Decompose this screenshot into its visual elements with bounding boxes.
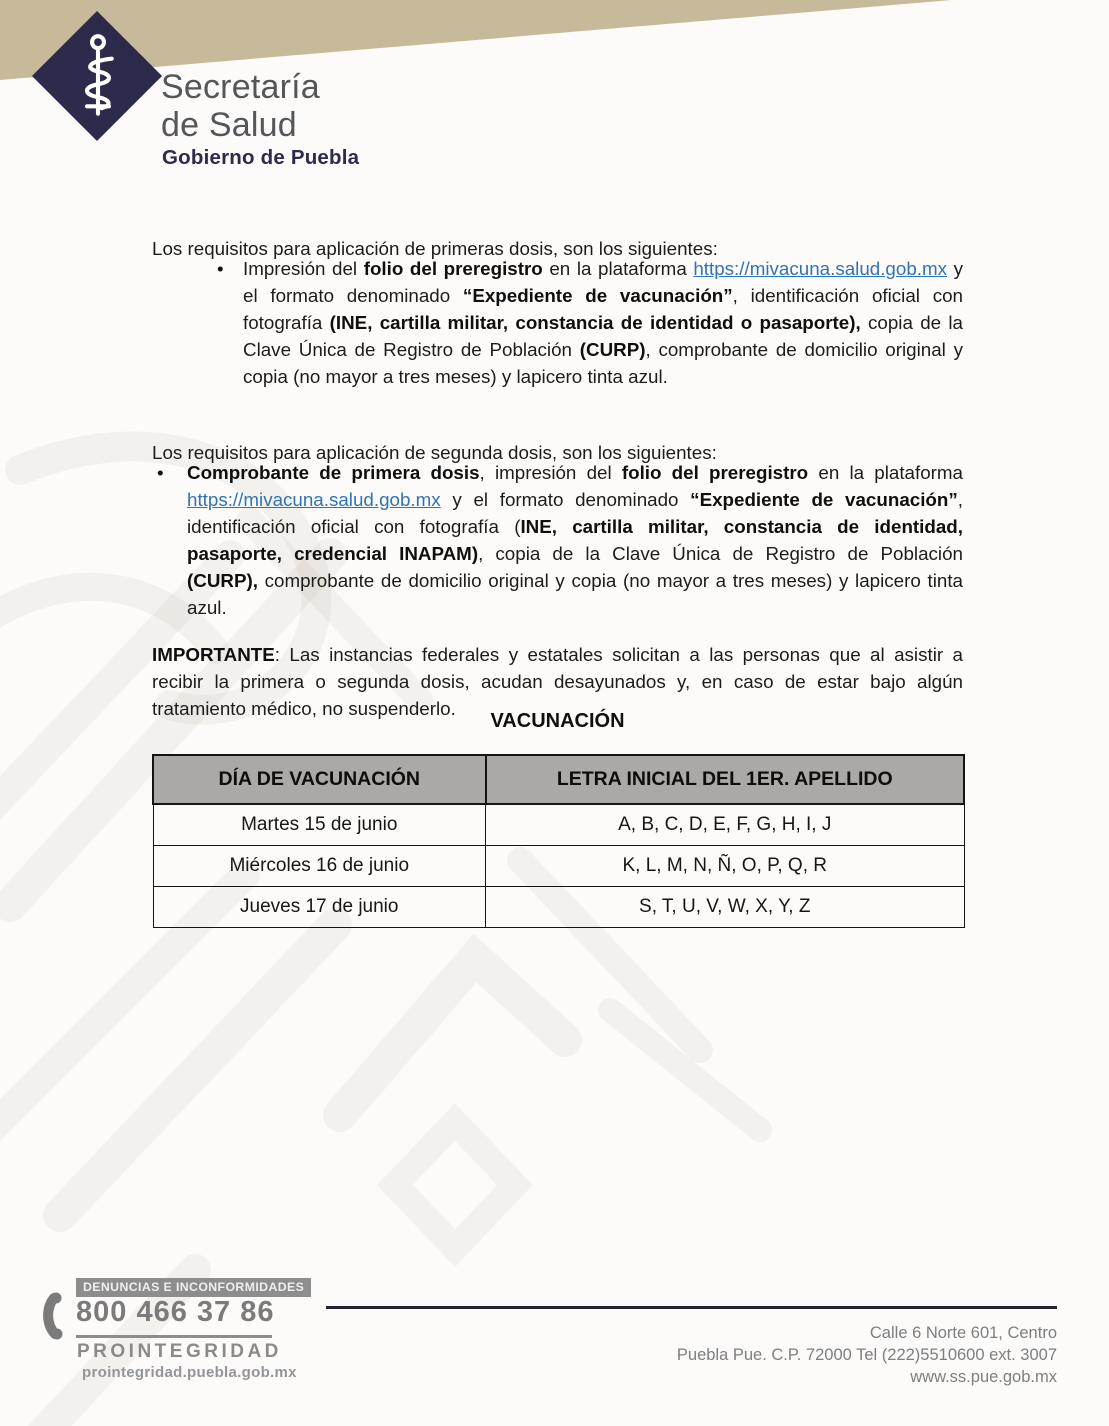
bold-text-segment: INE, cartilla militar, constancia de identidad, pasaporte, credencial INAPAM) [187,516,964,564]
second-dose-requirements-text [187,459,963,621]
footer-divider-line [326,1306,1057,1309]
column-header-letter: LETRA INICIAL DEL 1ER. APELLIDO [486,755,965,804]
contact-address [557,1322,1057,1388]
complaints-badge: DENUNCIAS E INCONFORMIDADES [76,1278,311,1297]
text-segment: y el formato denominado [440,489,691,510]
mivacuna-link[interactable]: https://mivacuna.salud.gob.mx [693,258,948,279]
first-dose-requirements-item [217,255,963,390]
agency-name-line1: Secretaría [161,68,320,106]
day-cell: Miércoles 16 de junio [153,846,486,887]
bold-text-segment: (CURP), [187,570,258,591]
letters-cell: A, B, C, D, E, F, G, H, I, J [486,804,965,846]
complaints-phone-number: 800 466 37 86 [76,1296,275,1328]
letters-cell: K, L, M, N, Ñ, O, P, Q, R [486,846,965,887]
text-segment: , comprobante de domicilio original y copia (no mayor a tres meses) y lapicero tinta azul. [243,339,963,387]
text-segment: comprobante de domicilio original y copia (no mayor a tres meses) y lapicero tinta azul. [187,570,963,618]
bullet-icon: • [217,258,224,279]
bold-text-segment: folio del preregistro [363,258,543,279]
table-row [153,887,964,928]
bold-text-segment: (CURP) [579,339,646,360]
text-segment: Impresión del [243,258,364,279]
agency-name [161,68,320,144]
mivacuna-link[interactable]: https://mivacuna.salud.gob.mx [187,489,441,510]
text-segment: , identificación oficial con fotografía [243,285,963,333]
text-segment: : Las instancias federales y estatales solicitan a las personas que al asistir a recibir la primera o segunda dosis, acudan desayunados y, en caso de estar bajo algún tratamiento médico, no suspenderlo. [152,643,963,719]
bold-text-segment: “Expediente de vacunación” [462,285,733,306]
agency-name-line2: de Salud [161,106,297,144]
text-segment: , impresión del [479,462,622,483]
text-segment: y el formato denominado [243,258,964,306]
vaccination-section-title: VACUNACIÓN [490,710,625,732]
table-row [153,846,964,887]
rod-of-asclepius-icon [67,33,129,121]
second-dose-requirements-item [157,459,963,621]
intro-first-dose: Los requisitos para aplicación de primeras dosis, son los siguientes: [152,237,718,259]
government-label: Gobierno de Puebla [162,146,360,169]
phone-underline-rule [76,1335,272,1338]
bold-text-segment: (INE, cartilla militar, constancia de identidad o pasaporte), [329,312,861,333]
letters-cell: S, T, U, V, W, X, Y, Z [486,887,965,928]
prointegridad-label: PROINTEGRIDAD [77,1341,282,1362]
address-line3: www.ss.pue.gob.mx [910,1368,1057,1386]
bullet-icon: • [157,462,164,483]
column-header-day: DÍA DE VACUNACIÓN [153,755,486,804]
bold-text-segment: folio del preregistro [621,462,809,483]
vaccination-schedule-table [152,754,965,928]
bold-text-segment: IMPORTANTE [152,643,275,665]
table-row [153,804,964,846]
intro-second-dose: Los requisitos para aplicación de segunda dosis, son los siguientes: [152,441,717,463]
bold-text-segment: “Expediente de vacunación” [690,489,958,510]
bold-text-segment: Comprobante de primera dosis [187,462,480,483]
text-segment: copia de la Clave Única de Registro de Población [243,312,963,360]
address-line1: Calle 6 Norte 601, Centro [869,1324,1057,1342]
table-header-row [153,755,964,804]
text-segment: en la plataforma [542,258,694,279]
text-segment: , identificación oficial con fotografía ( [187,489,963,537]
address-line2: Puebla Pue. C.P. 72000 Tel (222)5510600 ext. 3007 [676,1346,1057,1364]
prointegridad-url: prointegridad.puebla.gob.mx [82,1364,297,1381]
day-cell: Martes 15 de junio [153,804,486,846]
phone-icon [42,1292,76,1342]
day-cell: Jueves 17 de junio [153,887,486,928]
first-dose-requirements-text [243,255,963,390]
text-segment: , copia de la Clave Única de Registro de Población [478,543,963,564]
text-segment: en la plataforma [808,462,964,483]
